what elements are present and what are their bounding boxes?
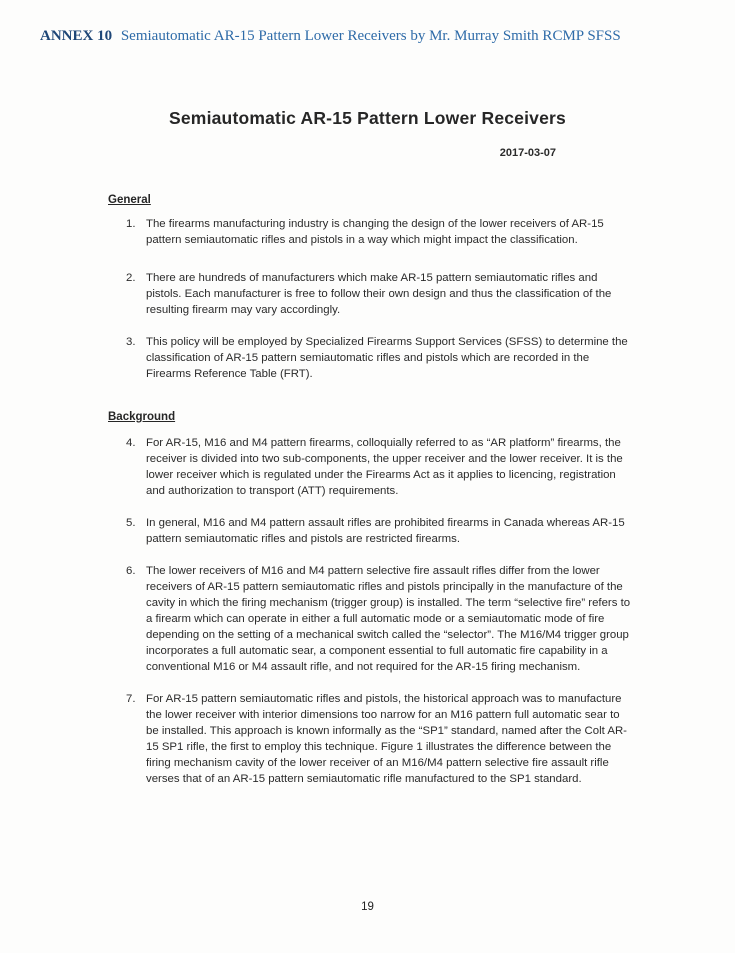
annex-header (40, 28, 621, 45)
list-item (126, 216, 634, 248)
page-number: 19 (361, 901, 374, 913)
item-number: 1. (126, 218, 136, 230)
list-item (126, 270, 634, 318)
list-item (126, 435, 634, 499)
item-text: The firearms manufacturing industry is changing the design of the lower receivers of AR-15 pattern semiautomatic rifles and pistols in a way which might impact the classification. (146, 218, 604, 246)
annex-header-title: Semiautomatic AR-15 Pattern Lower Receivers by Mr. Murray Smith RCMP SFSS (120, 28, 621, 44)
item-number: 6. (126, 565, 136, 577)
list-item (126, 334, 634, 382)
item-number: 5. (126, 517, 136, 529)
page-title: Semiautomatic AR-15 Pattern Lower Receivers (169, 108, 566, 128)
list-item (126, 691, 634, 787)
item-text: The lower receivers of M16 and M4 pattern selective fire assault rifles differ from the lower receivers of AR-15 pattern semiautomatic rifles and pistols principally in the manufacture of the cavity in which the firing mechanism (trigger group) is installed. The term “selective fire” refers to a firearm which can operate in either a full automatic mode or a semiautomatic mode of fire depending on the setting of a mechanical switch called the “selector”. The M16/M4 trigger group incorporates a full automatic sear, a component essential to full automatic fire capability in a conventional M16 or M4 assault rifle, and not required for the AR-15 firing mechanism. (146, 565, 631, 673)
item-number: 7. (126, 693, 136, 705)
item-text: For AR-15, M16 and M4 pattern firearms, colloquially referred to as “AR platform” firearms, the receiver is divided into two sub-components, the upper receiver and the lower receiver. It is the lower receiver which is regulated under the Firearms Act as it applies to licencing, registration and authorization to transport (ATT) requirements. (146, 437, 623, 497)
item-text: There are hundreds of manufacturers which make AR-15 pattern semiautomatic rifles and pistols. Each manufacturer is free to follow their own design and thus the classification of the resulting firearm may vary accordingly. (146, 272, 612, 316)
list-item (126, 515, 634, 547)
item-text: This policy will be employed by Specialized Firearms Support Services (SFSS) to determine the classification of AR-15 pattern semiautomatic rifles and pistols which are recorded in the Firearms Reference Table (FRT). (146, 336, 628, 380)
section-heading-general: General (108, 194, 151, 206)
document-date: 2017-03-07 (499, 147, 556, 159)
list-item (126, 563, 634, 675)
section-heading-background: Background (108, 411, 176, 423)
item-text: In general, M16 and M4 pattern assault rifles are prohibited firearms in Canada whereas AR-15 pattern semiautomatic rifles and pistols are restricted firearms. (146, 517, 625, 545)
item-number: 2. (126, 272, 136, 284)
item-number: 4. (126, 437, 136, 449)
annex-label: ANNEX 10 (40, 28, 113, 44)
item-text: For AR-15 pattern semiautomatic rifles and pistols, the historical approach was to manufacture the lower receiver with interior dimensions too narrow for an M16 pattern full automatic sear to be installed. This approach is known informally as the “SP1” standard, named after the Colt AR-15 SP1 rifle, the first to employ this technique. Figure 1 illustrates the difference between the firing mechanism cavity of the lower receiver of an M16/M4 pattern selective fire assault rifle verses that of an AR-15 pattern semiautomatic rifle manufactured to the SP1 standard. (146, 693, 627, 785)
item-number: 3. (126, 336, 136, 348)
